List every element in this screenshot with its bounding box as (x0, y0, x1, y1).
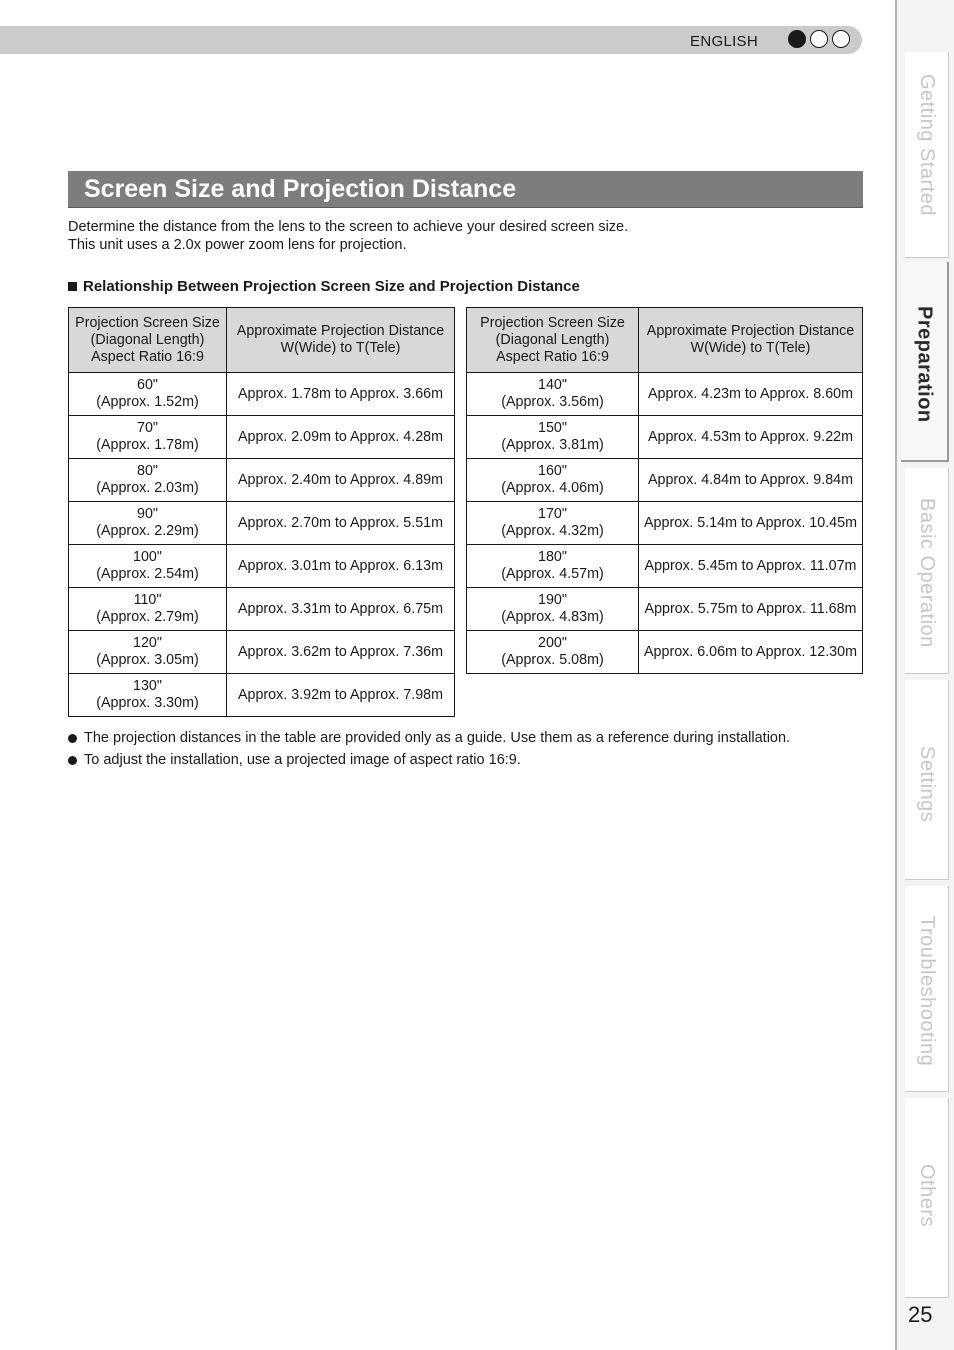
section-title: Screen Size and Projection Distance (68, 171, 863, 208)
size-cell: 60" (Approx. 1.52m) (69, 373, 227, 416)
distance-cell: Approx. 4.84m to Approx. 9.84m (639, 459, 863, 502)
intro-line: This unit uses a 2.0x power zoom lens for projection. (68, 237, 407, 253)
subheading-text: Relationship Between Projection Screen Size and Projection Distance (83, 278, 580, 295)
chapter-sidebar (895, 0, 954, 1350)
note-item: To adjust the installation, use a projected image of aspect ratio 16:9. (68, 749, 790, 771)
size-cell: 70" (Approx. 1.78m) (69, 416, 227, 459)
table-row (69, 373, 455, 416)
table-row (467, 459, 863, 502)
tab-settings[interactable]: Settings (905, 680, 949, 880)
language-label: ENGLISH (690, 33, 758, 50)
distance-cell: Approx. 4.53m to Approx. 9.22m (639, 416, 863, 459)
empty-circle-icon (832, 30, 850, 48)
distance-cell: Approx. 2.70m to Approx. 5.51m (227, 502, 455, 545)
distance-cell: Approx. 3.62m to Approx. 7.36m (227, 631, 455, 674)
table-row (467, 545, 863, 588)
table-row (467, 373, 863, 416)
tab-preparation[interactable]: Preparation (901, 262, 949, 462)
size-cell: 150" (Approx. 3.81m) (467, 416, 639, 459)
table-row (69, 545, 455, 588)
size-cell: 140" (Approx. 3.56m) (467, 373, 639, 416)
header-distance: Approximate Projection Distance W(Wide) to T(Tele) (227, 308, 455, 373)
size-cell: 110" (Approx. 2.79m) (69, 588, 227, 631)
page-indicator (788, 30, 850, 48)
size-cell: 120" (Approx. 3.05m) (69, 631, 227, 674)
distance-cell: Approx. 5.14m to Approx. 10.45m (639, 502, 863, 545)
table-row (467, 416, 863, 459)
table-row (69, 502, 455, 545)
distance-cell: Approx. 1.78m to Approx. 3.66m (227, 373, 455, 416)
distance-table-right (466, 307, 863, 674)
distance-cell: Approx. 3.01m to Approx. 6.13m (227, 545, 455, 588)
intro-line: Determine the distance from the lens to the screen to achieve your desired screen size. (68, 219, 629, 235)
tab-troubleshooting[interactable]: Troubleshooting (905, 886, 949, 1092)
bullet-icon (68, 734, 77, 743)
filled-circle-icon (788, 30, 806, 48)
table-subheading (68, 278, 580, 295)
size-cell: 200" (Approx. 5.08m) (467, 631, 639, 674)
table-header-row (467, 308, 863, 373)
table-row (467, 502, 863, 545)
notes (68, 727, 790, 771)
distance-table-left (68, 307, 455, 717)
distance-cell: Approx. 5.75m to Approx. 11.68m (639, 588, 863, 631)
distance-cell: Approx. 3.31m to Approx. 6.75m (227, 588, 455, 631)
distance-cell: Approx. 4.23m to Approx. 8.60m (639, 373, 863, 416)
tab-others[interactable]: Others (905, 1098, 949, 1298)
table-row (69, 674, 455, 717)
size-cell: 80" (Approx. 2.03m) (69, 459, 227, 502)
table-row (467, 631, 863, 674)
size-cell: 190" (Approx. 4.83m) (467, 588, 639, 631)
distance-cell: Approx. 6.06m to Approx. 12.30m (639, 631, 863, 674)
tab-getting-started[interactable]: Getting Started (905, 52, 949, 258)
bullet-icon (68, 756, 77, 765)
header-distance: Approximate Projection Distance W(Wide) to T(Tele) (639, 308, 863, 373)
size-cell: 160" (Approx. 4.06m) (467, 459, 639, 502)
size-cell: 90" (Approx. 2.29m) (69, 502, 227, 545)
square-bullet-icon (68, 282, 77, 291)
table-row (69, 459, 455, 502)
table-row (467, 588, 863, 631)
page-number: 25 (908, 1302, 933, 1327)
table-row (69, 416, 455, 459)
intro-text (68, 218, 628, 254)
empty-circle-icon (810, 30, 828, 48)
tab-basic-operation[interactable]: Basic Operation (905, 468, 949, 674)
distance-cell: Approx. 2.40m to Approx. 4.89m (227, 459, 455, 502)
table-row (69, 588, 455, 631)
header-screen-size: Projection Screen Size (Diagonal Length) Aspect Ratio 16:9 (467, 308, 639, 373)
distance-cell: Approx. 5.45m to Approx. 11.07m (639, 545, 863, 588)
header-screen-size: Projection Screen Size (Diagonal Length) Aspect Ratio 16:9 (69, 308, 227, 373)
note-item: The projection distances in the table are provided only as a guide. Use them as a reference during installation. (68, 727, 790, 749)
header-bar (0, 26, 862, 54)
size-cell: 100" (Approx. 2.54m) (69, 545, 227, 588)
table-header-row (69, 308, 455, 373)
size-cell: 180" (Approx. 4.57m) (467, 545, 639, 588)
table-row (69, 631, 455, 674)
distance-cell: Approx. 3.92m to Approx. 7.98m (227, 674, 455, 717)
distance-cell: Approx. 2.09m to Approx. 4.28m (227, 416, 455, 459)
size-cell: 170" (Approx. 4.32m) (467, 502, 639, 545)
size-cell: 130" (Approx. 3.30m) (69, 674, 227, 717)
